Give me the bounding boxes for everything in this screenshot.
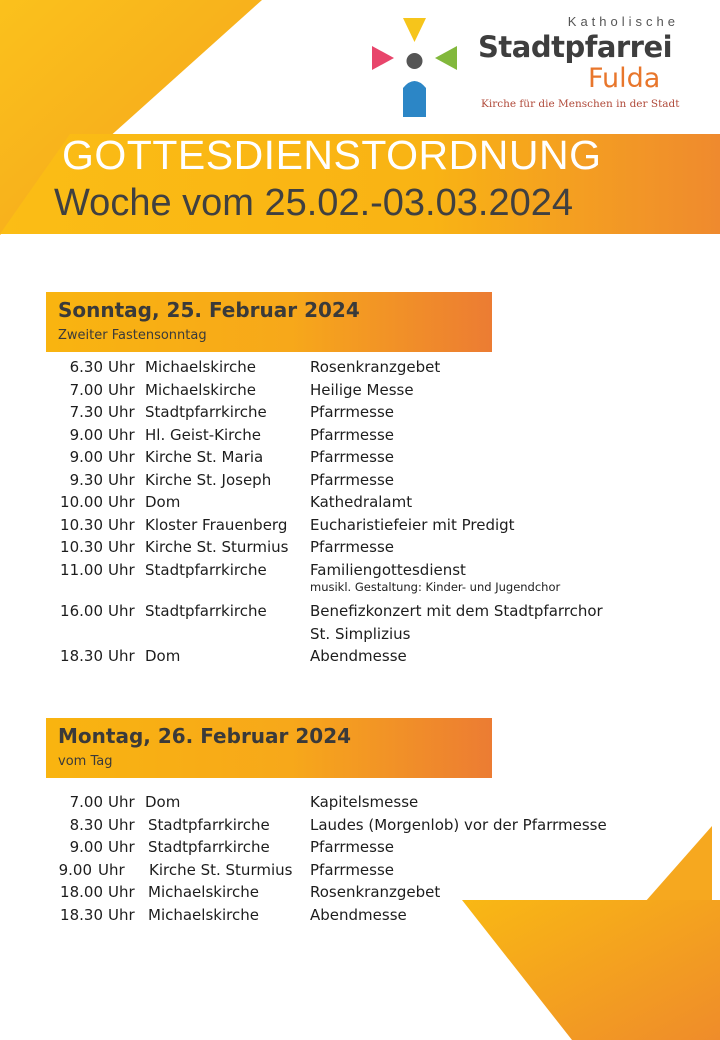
service-time: 9.00 — [58, 860, 92, 879]
service-time: 9.00 — [69, 425, 103, 444]
time-unit: Uhr — [108, 815, 135, 834]
service-type: Heilige Messe — [310, 380, 414, 399]
week-subtitle: Woche vom 25.02.-03.03.2024 — [54, 182, 573, 224]
service-location: Stadtpfarrkirche — [148, 838, 270, 856]
service-time: 10.30 — [60, 515, 103, 534]
service-location: Michaelskirche — [145, 380, 256, 399]
service-type: Pfarrmesse — [310, 448, 395, 466]
time-unit: Uhr — [108, 380, 135, 399]
day-subtitle: Zweiter Fastensonntag — [58, 328, 207, 343]
service-location: Hl. Geist-Kirche — [145, 425, 261, 444]
logo-line-fulda: Fulda — [588, 63, 661, 94]
time-unit: Uhr — [108, 560, 135, 579]
service-location: Kloster Frauenberg — [145, 515, 288, 534]
service-location: Michaelskirche — [148, 883, 259, 901]
day-title: Montag, 26. Februar 2024 — [58, 724, 352, 748]
logo-line-stadtpfarrei: Stadtpfarrei — [478, 30, 673, 64]
service-time: 18.30 — [60, 647, 103, 665]
service-location: Stadtpfarrkirche — [145, 602, 267, 620]
service-type: Pfarrmesse — [310, 403, 395, 421]
service-type: Abendmesse — [310, 905, 407, 924]
service-note: musikl. Gestaltung: Kinder- und Jugendchor — [310, 580, 561, 594]
service-location: Stadtpfarrkirche — [145, 403, 267, 421]
service-time: 8.30 — [69, 815, 103, 834]
service-time: 9.00 — [69, 838, 103, 856]
service-location: Dom — [145, 793, 181, 811]
time-unit: Uhr — [108, 905, 135, 924]
logo-tagline: Kirche für die Menschen in der Stadt — [481, 98, 680, 110]
service-type: Pfarrmesse — [310, 860, 395, 879]
time-unit: Uhr — [108, 647, 135, 665]
time-unit: Uhr — [108, 358, 135, 376]
service-type: Kathedralamt — [310, 493, 413, 511]
time-unit: Uhr — [108, 602, 135, 620]
service-location: Kirche St. Maria — [145, 448, 264, 466]
service-time: 18.30 — [60, 905, 103, 924]
bottom-right-triangle-large — [462, 900, 720, 1040]
service-type: Benefizkonzert mit dem Stadtpfarrchor — [310, 602, 603, 620]
service-time: 9.00 — [69, 448, 103, 466]
service-time: 7.00 — [69, 793, 103, 811]
time-unit: Uhr — [108, 538, 135, 556]
day-subtitle: vom Tag — [58, 754, 113, 769]
time-unit: Uhr — [108, 515, 135, 534]
service-type: Pfarrmesse — [310, 538, 395, 556]
parish-logo-text — [478, 14, 683, 113]
service-location: Dom — [145, 493, 181, 511]
service-type: Eucharistiefeier mit Predigt — [310, 515, 515, 534]
service-type: Pfarrmesse — [310, 470, 395, 489]
service-location: Michaelskirche — [148, 905, 259, 924]
service-type: Familiengottesdienst — [310, 560, 466, 579]
service-location: Dom — [145, 647, 181, 665]
logo-line-katholische: Katholische — [567, 14, 679, 29]
service-location: Kirche St. Sturmius — [145, 538, 289, 556]
time-unit: Uhr — [108, 793, 135, 811]
time-unit: Uhr — [98, 860, 125, 879]
service-time: 6.30 — [69, 358, 103, 376]
day-title: Sonntag, 25. Februar 2024 — [58, 298, 360, 322]
service-time: 16.00 — [60, 602, 103, 620]
day-header-monday — [46, 718, 492, 778]
time-unit: Uhr — [108, 883, 135, 901]
service-time: 18.00 — [60, 883, 103, 901]
time-unit: Uhr — [108, 493, 135, 511]
service-time: 11.00 — [60, 560, 103, 579]
service-location: Kirche St. Joseph — [145, 470, 272, 489]
time-unit: Uhr — [108, 470, 135, 489]
service-time: 10.30 — [60, 538, 103, 556]
time-unit: Uhr — [108, 425, 135, 444]
time-unit: Uhr — [108, 403, 135, 421]
service-location: Stadtpfarrkirche — [145, 560, 267, 579]
service-type: Kapitelsmesse — [310, 793, 419, 811]
service-type: Abendmesse — [310, 647, 407, 665]
service-type: Laudes (Morgenlob) vor der Pfarrmesse — [310, 815, 607, 834]
service-time: 7.00 — [69, 380, 103, 399]
time-unit: Uhr — [108, 448, 135, 466]
service-time: 7.30 — [69, 403, 103, 421]
service-location: Stadtpfarrkirche — [148, 815, 270, 834]
service-time: 9.30 — [69, 470, 103, 489]
service-type-continued: St. Simplizius — [310, 624, 411, 643]
service-location: Michaelskirche — [145, 358, 256, 376]
service-time: 10.00 — [60, 493, 103, 511]
service-type: Pfarrmesse — [310, 425, 395, 444]
page-title: GOTTESDIENSTORDNUNG — [62, 132, 602, 178]
time-unit: Uhr — [108, 838, 135, 856]
service-type: Pfarrmesse — [310, 838, 395, 856]
service-location: Kirche St. Sturmius — [149, 860, 293, 879]
day-header-sunday — [46, 292, 492, 352]
service-type: Rosenkranzgebet — [310, 358, 441, 376]
bottom-right-triangle-small — [645, 826, 712, 902]
service-type: Rosenkranzgebet — [310, 883, 441, 901]
